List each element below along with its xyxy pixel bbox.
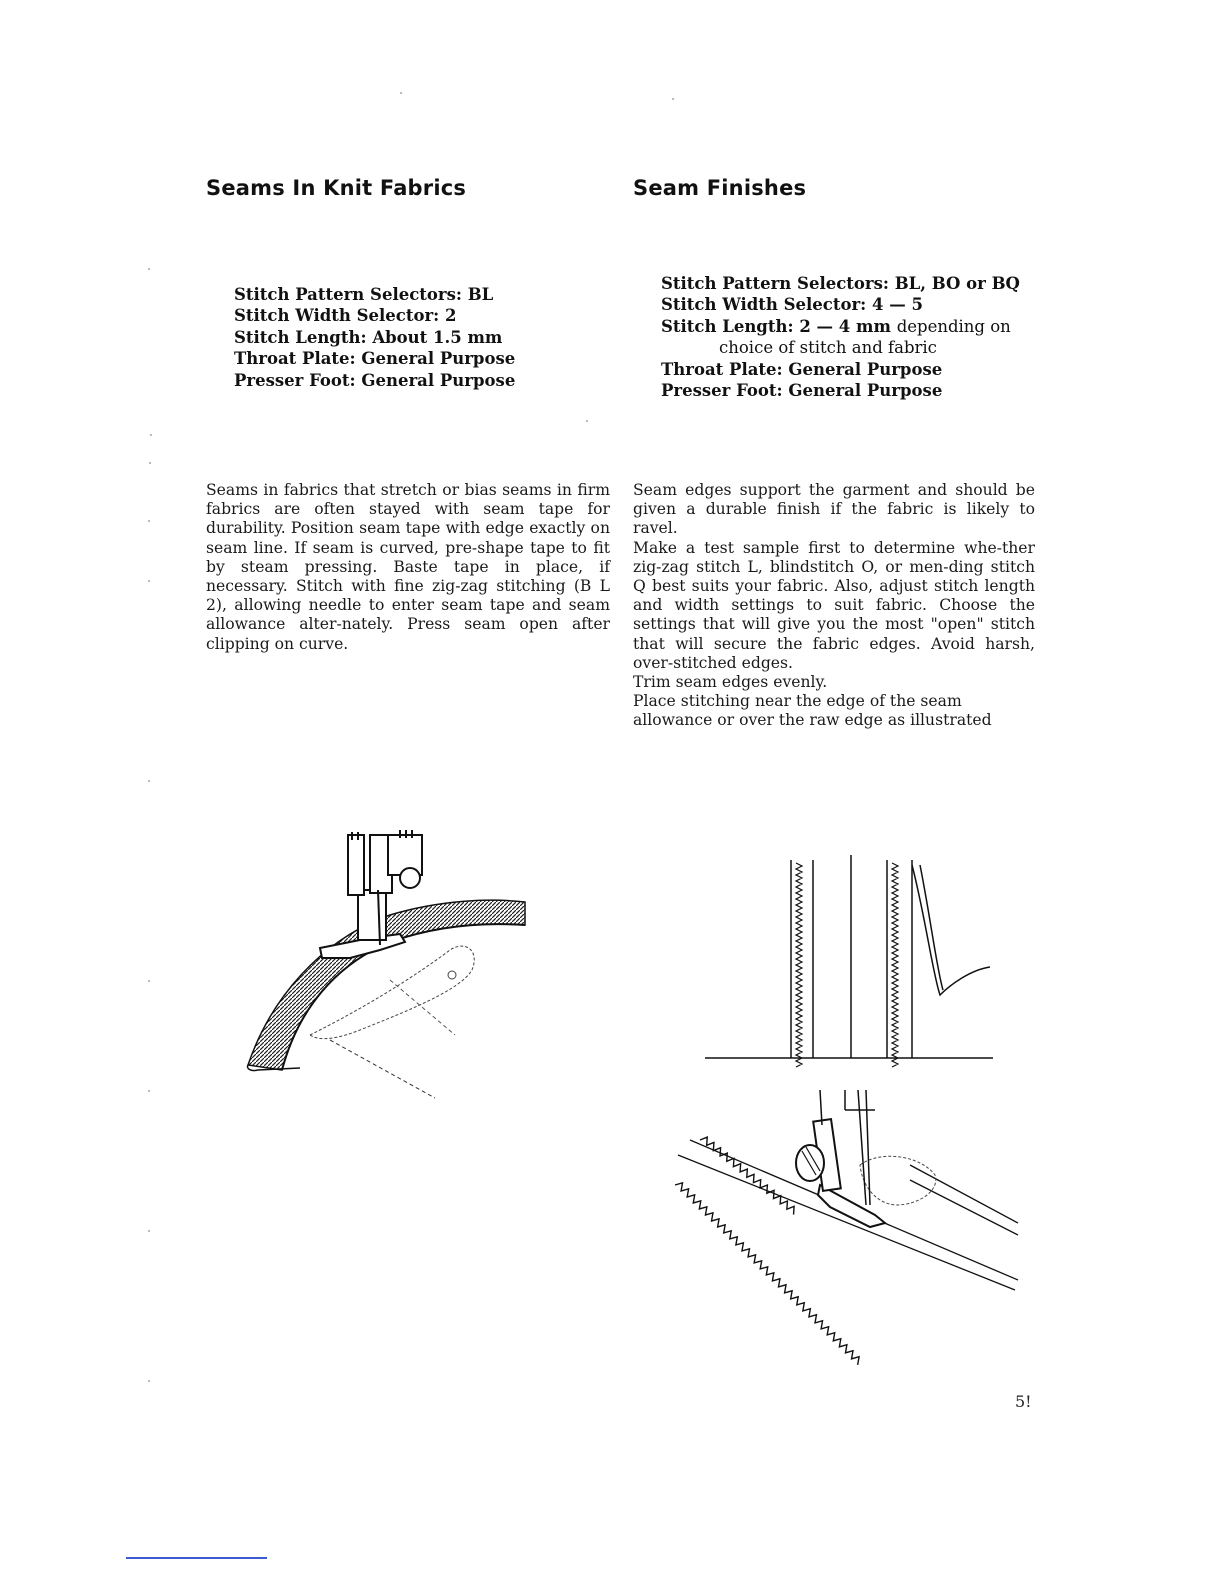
spec-value: 2 (445, 306, 457, 326)
right-spec-row (661, 273, 1020, 294)
page-number: 5! (1015, 1392, 1032, 1411)
spec-value: BL, BO or BQ (894, 274, 1020, 293)
right-spec-row (661, 294, 1020, 315)
spec-value: General Purpose (788, 359, 943, 379)
right-spec-row (661, 316, 1020, 337)
spec-label: Stitch Width Selector: (234, 306, 440, 326)
spec-value: 4 — 5 (872, 295, 923, 315)
footer-line (126, 1557, 267, 1559)
right-body (633, 481, 1035, 731)
left-spec-row (234, 348, 515, 369)
spec-label: Stitch Length: (234, 327, 367, 347)
left-body (206, 481, 610, 654)
spec-value: General Purpose (788, 381, 943, 401)
left-heading: Seams In Knit Fabrics (206, 176, 467, 200)
left-specs (234, 284, 515, 391)
left-spec-row (234, 370, 515, 391)
spec-label: Stitch Width Selector: (661, 295, 867, 315)
spec-value: BL (467, 285, 494, 304)
spec-label: Throat Plate: (234, 349, 356, 369)
edge-stitching-illustration (670, 1085, 1025, 1335)
right-specs (661, 273, 1020, 401)
left-spec-row (234, 305, 515, 326)
left-body-paragraph: Seams in fabrics that stretch or bias seams in firm fabrics are often stayed with seam tape for durability. Position seam tape with edge exactly on seam line. If seam is curved, pre-shape tape to fit by steam pressing. Baste tape in place, if necessary. Stitch with fine zig-zag stitching (B L 2), allowing needle to enter seam tape and seam allowance alter-nately. Press seam open after clipping on curve. (206, 481, 610, 653)
right-heading: Seam Finishes (633, 176, 807, 200)
spec-label: Presser Foot: (234, 370, 356, 390)
right-body-paragraph-1: Seam edges support the garment and should be given a durable finish if the fabric is likely to ravel. (633, 481, 1035, 538)
right-spec-row (661, 359, 1020, 380)
spec-label: Throat Plate: (661, 359, 783, 379)
right-body-paragraph-2: Make a test sample first to determine whe-ther zig-zag stitch L, blindstitch O, or men-ding stitch Q best suits your fabric. Also, adjust stitch length and width settings to suit fabric. Choose the settings that will give you the most "open" stitch that will secure the fabric edges. Avoid harsh, over-stitched edges. (633, 538, 1035, 672)
spec-label: Stitch Pattern Selectors: (661, 274, 889, 293)
spec-value: General Purpose (361, 349, 516, 369)
spec-label: Stitch Length: (661, 316, 794, 336)
right-spec-row (661, 380, 1020, 401)
curved-seam-tape-illustration (240, 830, 540, 1105)
spec-extra: depending on (896, 316, 1011, 336)
seam-finish-edges-illustration (705, 855, 995, 1065)
spec-value: About 1.5 mm (372, 327, 503, 347)
spec-value: 2 — 4 mm (799, 316, 891, 336)
right-body-paragraph-4: Place stitching near the edge of the seam allowance or over the raw edge as illustrated (633, 692, 992, 730)
spec-label: Stitch Pattern Selectors: (234, 285, 462, 304)
spec-continuation: choice of stitch and fabric (719, 338, 937, 358)
right-body-paragraph-3: Trim seam edges evenly. (633, 673, 828, 692)
spec-value: General Purpose (361, 370, 516, 390)
left-spec-row (234, 284, 515, 305)
left-spec-row (234, 327, 515, 348)
spec-label: Presser Foot: (661, 381, 783, 401)
